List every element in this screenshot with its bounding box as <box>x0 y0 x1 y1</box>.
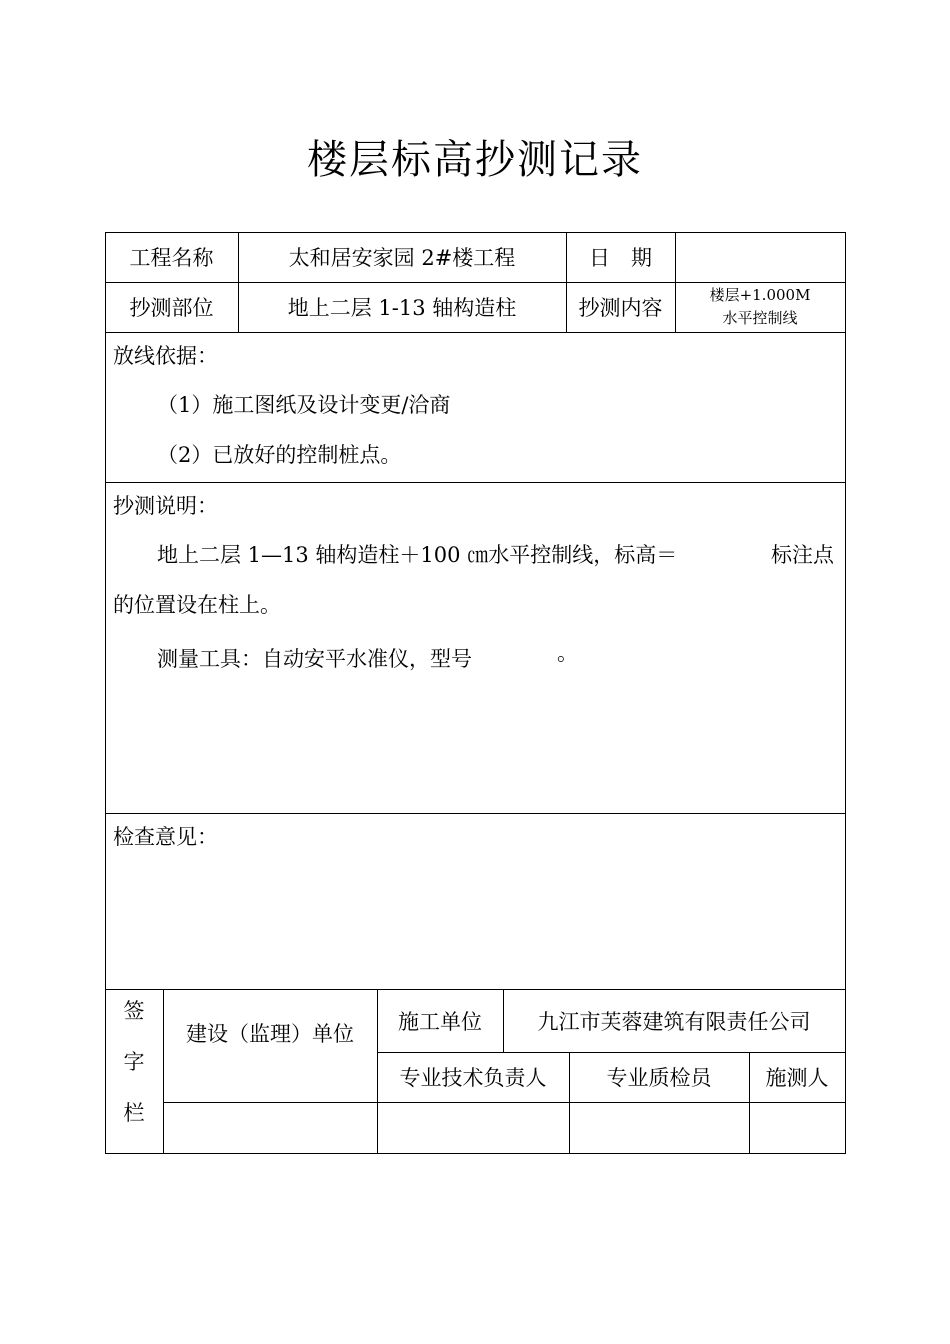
description-line1-end: 标注点 <box>771 543 834 567</box>
survey-content-label: 抄测内容 <box>578 296 663 320</box>
page-title: 楼层标高抄测记录 <box>307 137 643 183</box>
survey-content-line2: 水平控制线 <box>722 309 798 327</box>
measuring-tool: 测量工具：自动安平水准仪，型号 <box>157 647 472 671</box>
survey-location-value: 地上二层 1-13 轴构造柱 <box>287 296 517 320</box>
row-divider <box>105 482 846 483</box>
basis-item-2: （2）已放好的控制桩点。 <box>157 443 402 467</box>
row-divider <box>105 813 846 814</box>
technical-lead-label: 专业技术负责人 <box>399 1066 547 1090</box>
quality-inspector-label: 专业质检员 <box>606 1066 712 1090</box>
signature-column-char-3: 栏 <box>123 1101 145 1125</box>
surveyor-label: 施测人 <box>765 1066 829 1090</box>
description-line2: 的位置设在柱上。 <box>113 593 281 617</box>
survey-record-table <box>105 232 846 1154</box>
survey-location-label: 抄测部位 <box>129 296 214 320</box>
date-value <box>675 232 845 282</box>
row-divider <box>163 1102 846 1103</box>
inspection-heading: 检查意见： <box>113 825 218 849</box>
signature-column-char-2: 字 <box>123 1050 145 1074</box>
survey-content-line1: 楼层+1.000M <box>709 286 811 304</box>
table-border-bottom <box>105 1153 846 1154</box>
description-heading: 抄测说明： <box>113 494 218 518</box>
project-name-value: 太和居安家园 2#楼工程 <box>288 246 516 270</box>
basis-heading: 放线依据： <box>113 344 218 368</box>
description-line1: 地上二层 1—13 轴构造柱＋100 ㎝水平控制线，标高＝ <box>157 543 678 567</box>
measuring-tool-end: 。 <box>557 641 578 665</box>
survey-content-value <box>675 282 845 332</box>
row-divider <box>105 332 846 333</box>
project-name-label: 工程名称 <box>129 246 214 270</box>
table-border-right <box>845 232 846 1154</box>
date-label: 日 期 <box>589 246 652 270</box>
contractor-label: 施工单位 <box>398 1009 482 1034</box>
owner-unit-label: 建设（监理）单位 <box>186 1022 354 1046</box>
signature-column-char-1: 签 <box>123 999 145 1023</box>
basis-item-1: （1）施工图纸及设计变更/洽商 <box>157 393 451 417</box>
contractor-value: 九江市芙蓉建筑有限责任公司 <box>537 1009 811 1034</box>
